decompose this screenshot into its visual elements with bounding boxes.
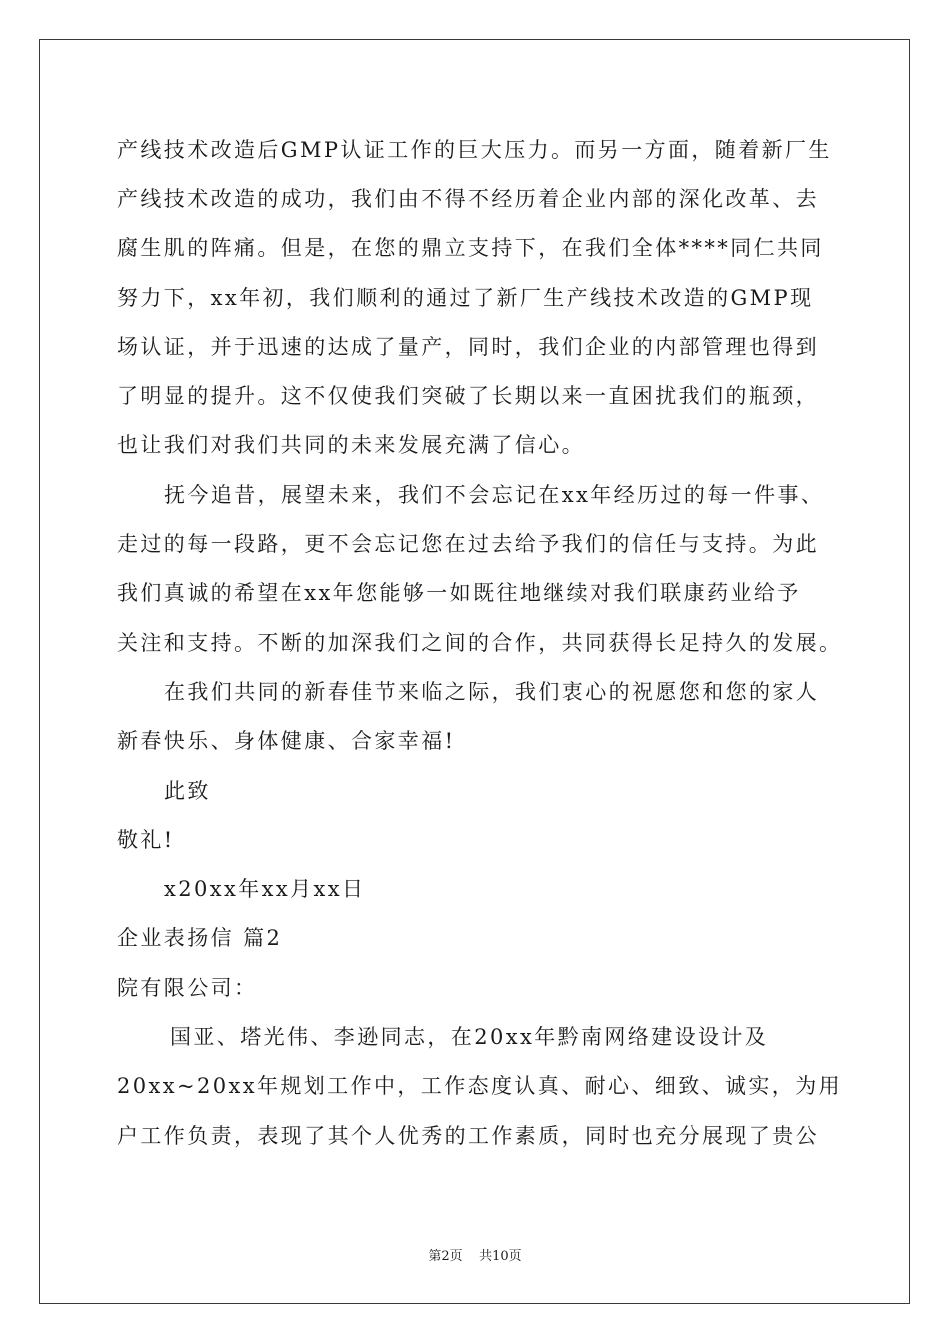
paragraph-line: 了明显的提升。这不仅使我们突破了长期以来一直困扰我们的瓶颈， <box>117 384 819 408</box>
closing-regards: 敬礼! <box>117 828 175 852</box>
paragraph-line: 场认证，并于迅速的达成了量产，同时，我们企业的内部管理也得到 <box>117 335 819 359</box>
paragraph-line: 走过的每一段路，更不会忘记您在过去给予我们的信任与支持。为此 <box>117 532 819 556</box>
paragraph-line: 产线技术改造后GMP认证工作的巨大压力。而另一方面，随着新厂生 <box>117 138 832 162</box>
paragraph-line: 在我们共同的新春佳节来临之际，我们衷心的祝愿您和您的家人 <box>164 680 820 704</box>
recipient-line: 院有限公司： <box>117 976 258 1000</box>
paragraph-line: 20xx~20xx年规划工作中，工作态度认真、耐心、细致、诚实，为用 <box>117 1074 843 1098</box>
paragraph-line: 腐生肌的阵痛。但是，在您的鼎立支持下，在我们全体****同仁共同 <box>117 236 824 260</box>
page-footer <box>0 1249 950 1265</box>
paragraph-line: 户工作负责，表现了其个人优秀的工作素质，同时也充分展现了贵公 <box>117 1124 819 1148</box>
paragraph-line: 产线技术改造的成功，我们由不得不经历着企业内部的深化改革、去 <box>117 187 819 211</box>
paragraph-line: 我们真诚的希望在xx年您能够一如既往地继续对我们联康药业给予 <box>117 581 801 605</box>
paragraph-line: 也让我们对我们共同的未来发展充满了信心。 <box>117 433 585 457</box>
paragraph-line: 新春快乐、身体健康、合家幸福! <box>117 729 456 753</box>
paragraph-line: 努力下，xx年初，我们顺利的通过了新厂生产线技术改造的GMP现 <box>117 286 814 310</box>
paragraph-line: 关注和支持。不断的加深我们之间的合作，共同获得长足持久的发展。 <box>117 631 843 655</box>
page-total: 共10页 <box>479 1249 522 1264</box>
paragraph-line: 国亚、塔光伟、李逊同志，在20xx年黔南网络建设设计及 <box>170 1025 769 1049</box>
paragraph-line: 抚今追昔，展望未来，我们不会忘记在xx年经历过的每一件事、 <box>164 483 825 507</box>
section-heading: 企业表扬信 篇2 <box>117 926 283 950</box>
letter-date: x20xx年xx月xx日 <box>164 877 366 901</box>
page-border <box>39 39 910 1304</box>
closing-salutation: 此致 <box>164 779 211 803</box>
page-number: 第2页 <box>428 1249 463 1264</box>
